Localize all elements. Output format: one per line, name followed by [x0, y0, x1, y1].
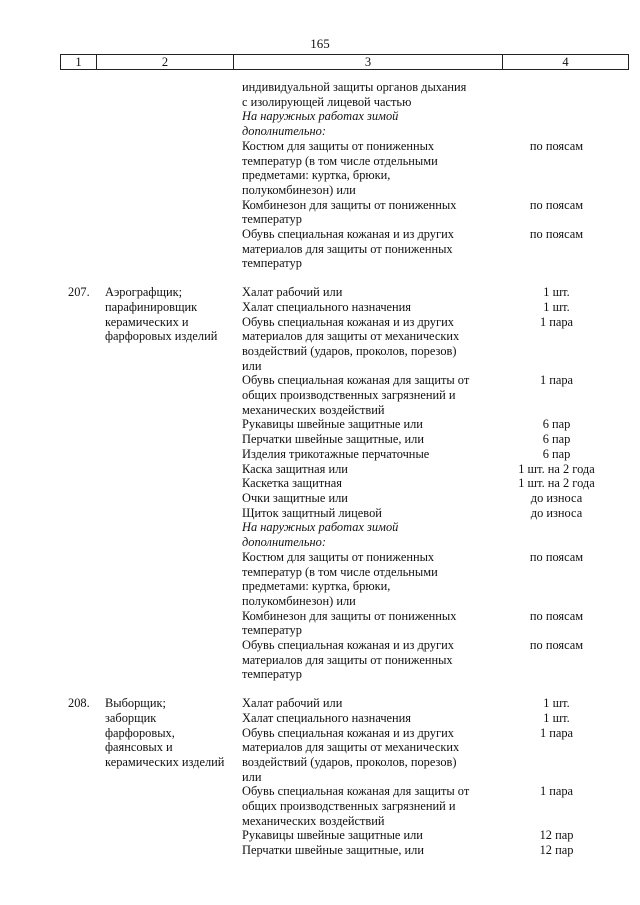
ppe-item-row	[242, 726, 626, 785]
ppe-item-row	[242, 227, 626, 271]
description-line: Комбинезон для защиты от пониженных	[242, 608, 457, 623]
issue-norm-quantity	[487, 520, 626, 549]
ppe-item-description	[242, 417, 487, 432]
occupation-line: парафинировщик	[105, 299, 198, 314]
entry-spacer	[60, 271, 626, 285]
ppe-item-row	[242, 476, 626, 491]
ppe-item-description	[242, 696, 487, 711]
ppe-item-description	[242, 227, 487, 271]
ppe-item-description	[242, 726, 487, 785]
description-line: Обувь специальная кожаная и из других	[242, 227, 454, 242]
ppe-item-row	[242, 843, 626, 858]
ppe-item-list	[242, 285, 626, 682]
description-line: Комбинезон для защиты от пониженных	[242, 197, 457, 212]
description-line: температур	[242, 212, 302, 227]
description-line: материалов для защиты от пониженных	[242, 241, 453, 256]
ppe-item-row	[242, 139, 626, 198]
description-line: температур	[242, 623, 302, 638]
description-line: или	[242, 769, 262, 784]
ppe-item-row	[242, 506, 626, 521]
issue-norm-quantity: 1 шт.	[543, 696, 570, 711]
section-note	[242, 520, 487, 549]
ppe-item-row	[242, 711, 626, 726]
description-line: Обувь специальная кожаная и из других	[242, 314, 454, 329]
ppe-item-description	[242, 80, 487, 109]
issue-norm-quantity: 1 пара	[539, 725, 574, 740]
ppe-item-row	[242, 198, 626, 227]
ppe-item-row	[242, 315, 626, 374]
description-line: Халат специального назначения	[242, 299, 412, 314]
ppe-item-description	[242, 784, 487, 828]
column-header-table	[60, 54, 629, 70]
ppe-item-row	[242, 417, 626, 432]
issue-norm-quantity: 1 шт. на 2 года	[518, 461, 595, 476]
ppe-item-row	[242, 432, 626, 447]
issue-norm-quantity: по поясам	[529, 138, 584, 153]
issue-norm-quantity: по поясам	[529, 638, 584, 653]
description-line: На наружных работах зимой	[242, 109, 399, 124]
description-line: общих производственных загрязнений и	[242, 388, 456, 403]
ppe-item-row	[242, 447, 626, 462]
description-line: Перчатки швейные защитные, или	[242, 843, 424, 858]
issue-norm-quantity: по поясам	[529, 608, 584, 623]
entry-number: 207.	[68, 285, 90, 300]
norm-entry	[60, 285, 626, 682]
description-line: предметами: куртка, брюки,	[242, 168, 391, 183]
description-line: Рукавицы швейные защитные или	[242, 417, 423, 432]
description-line: материалов для защиты от механических	[242, 329, 460, 344]
ppe-item-row	[242, 109, 626, 138]
description-line: воздействий (ударов, проколов, порезов)	[242, 754, 457, 769]
document-body	[60, 80, 626, 858]
issue-norm-quantity: 6 пар	[542, 417, 571, 432]
ppe-item-description	[242, 609, 487, 638]
column-header-2: 2	[97, 55, 234, 70]
ppe-item-description	[242, 432, 487, 447]
description-line: Халат рабочий или	[242, 285, 343, 300]
ppe-item-row	[242, 784, 626, 828]
entry-spacer	[60, 682, 626, 696]
description-line: механических воздействий	[242, 402, 385, 417]
ppe-item-row	[242, 80, 626, 109]
ppe-item-description	[242, 506, 487, 521]
ppe-item-description	[242, 476, 487, 491]
description-line: Каскетка защитная	[242, 476, 342, 491]
ppe-item-row	[242, 696, 626, 711]
description-line: с изолирующей лицевой частью	[242, 94, 412, 109]
issue-norm-quantity: 1 пара	[539, 784, 574, 799]
column-header-1: 1	[61, 55, 97, 70]
norm-entry	[60, 80, 626, 271]
description-line: Костюм для защиты от пониженных	[242, 549, 435, 564]
issue-norm-quantity: до износа	[530, 490, 583, 505]
occupation-line: фарфоровых,	[105, 725, 175, 740]
description-line: или	[242, 358, 262, 373]
ppe-item-description	[242, 711, 487, 726]
description-line: температур	[242, 256, 302, 271]
description-line: Костюм для защиты от пониженных	[242, 138, 435, 153]
description-line: Очки защитные или	[242, 490, 348, 505]
issue-norm-quantity: по поясам	[529, 197, 584, 212]
ppe-item-row	[242, 550, 626, 609]
issue-norm-quantity: 6 пар	[542, 446, 571, 461]
description-line: индивидуальной защиты органов дыхания	[242, 80, 467, 94]
description-line: общих производственных загрязнений и	[242, 799, 456, 814]
occupation-line: Аэрографщик;	[105, 285, 183, 300]
issue-norm-quantity	[487, 109, 626, 138]
occupation-line: Выборщик;	[105, 696, 166, 711]
issue-norm-quantity: 1 пара	[539, 314, 574, 329]
description-line: Халат специального назначения	[242, 710, 412, 725]
description-line: Каска защитная или	[242, 461, 348, 476]
entry-number: 208.	[68, 696, 90, 711]
description-line: Обувь специальная кожаная и из других	[242, 638, 454, 653]
ppe-item-list	[242, 696, 626, 858]
description-line: Изделия трикотажные перчаточные	[242, 446, 430, 461]
description-line: Обувь специальная кожаная и из других	[242, 725, 454, 740]
description-line: Щиток защитный лицевой	[242, 505, 382, 520]
occupation-line: керамических изделий	[105, 754, 225, 769]
issue-norm-quantity: по поясам	[529, 227, 584, 242]
description-line: Рукавицы швейные защитные или	[242, 828, 423, 843]
ppe-item-description	[242, 139, 487, 198]
page-number: 165	[310, 36, 330, 51]
norm-entry	[60, 696, 626, 858]
ppe-item-description	[242, 550, 487, 609]
occupation-line: керамических и	[105, 314, 189, 329]
description-line: материалов для защиты от пониженных	[242, 652, 453, 667]
ppe-item-description	[242, 300, 487, 315]
ppe-item-description	[242, 285, 487, 300]
description-line: предметами: куртка, брюки,	[242, 579, 391, 594]
ppe-item-description	[242, 315, 487, 374]
ppe-item-row	[242, 491, 626, 506]
issue-norm-quantity: 6 пар	[542, 432, 571, 447]
ppe-item-description	[242, 843, 487, 858]
ppe-item-description	[242, 491, 487, 506]
issue-norm-quantity: 1 шт. на 2 года	[518, 476, 595, 491]
occupation-name	[105, 696, 255, 770]
description-line: температур (в том числе отдельными	[242, 153, 438, 168]
ppe-item-row	[242, 638, 626, 682]
description-line: полукомбинезон) или	[242, 593, 356, 608]
occupation-line: фаянсовых и	[105, 740, 173, 755]
issue-norm-quantity	[487, 80, 626, 109]
ppe-item-description	[242, 462, 487, 477]
description-line: температур (в том числе отдельными	[242, 564, 438, 579]
occupation-name	[105, 285, 255, 344]
ppe-item-description	[242, 198, 487, 227]
ppe-item-description	[242, 373, 487, 417]
ppe-item-row	[242, 373, 626, 417]
description-line: воздействий (ударов, проколов, порезов)	[242, 343, 457, 358]
issue-norm-quantity: 12 пар	[539, 828, 574, 843]
ppe-item-description	[242, 447, 487, 462]
occupation-line: фарфоровых изделий	[105, 329, 218, 344]
ppe-item-row	[242, 462, 626, 477]
issue-norm-quantity: по поясам	[529, 549, 584, 564]
description-line: Обувь специальная кожаная для защиты от	[242, 784, 470, 799]
description-line: полукомбинезон) или	[242, 182, 356, 197]
column-header-4: 4	[503, 55, 629, 70]
description-line: На наружных работах зимой	[242, 520, 399, 535]
ppe-item-row	[242, 828, 626, 843]
column-header-row	[61, 55, 629, 70]
ppe-item-description	[242, 638, 487, 682]
description-line: дополнительно:	[242, 535, 326, 550]
occupation-line: заборщик	[105, 710, 157, 725]
description-line: Халат рабочий или	[242, 696, 343, 711]
section-note	[242, 109, 487, 138]
ppe-item-list	[242, 80, 626, 271]
description-line: Обувь специальная кожаная для защиты от	[242, 373, 470, 388]
issue-norm-quantity: до износа	[530, 505, 583, 520]
ppe-item-row	[242, 285, 626, 300]
issue-norm-quantity: 1 пара	[539, 373, 574, 388]
issue-norm-quantity: 1 шт.	[543, 710, 570, 725]
ppe-item-description	[242, 828, 487, 843]
ppe-item-row	[242, 300, 626, 315]
description-line: температур	[242, 667, 302, 682]
ppe-item-row	[242, 520, 626, 549]
issue-norm-quantity: 12 пар	[539, 843, 574, 858]
description-line: механических воздействий	[242, 813, 385, 828]
description-line: Перчатки швейные защитные, или	[242, 432, 424, 447]
ppe-item-row	[242, 609, 626, 638]
description-line: дополнительно:	[242, 124, 326, 139]
issue-norm-quantity: 1 шт.	[543, 285, 570, 300]
column-header-3: 3	[234, 55, 503, 70]
issue-norm-quantity: 1 шт.	[543, 299, 570, 314]
description-line: материалов для защиты от механических	[242, 740, 460, 755]
